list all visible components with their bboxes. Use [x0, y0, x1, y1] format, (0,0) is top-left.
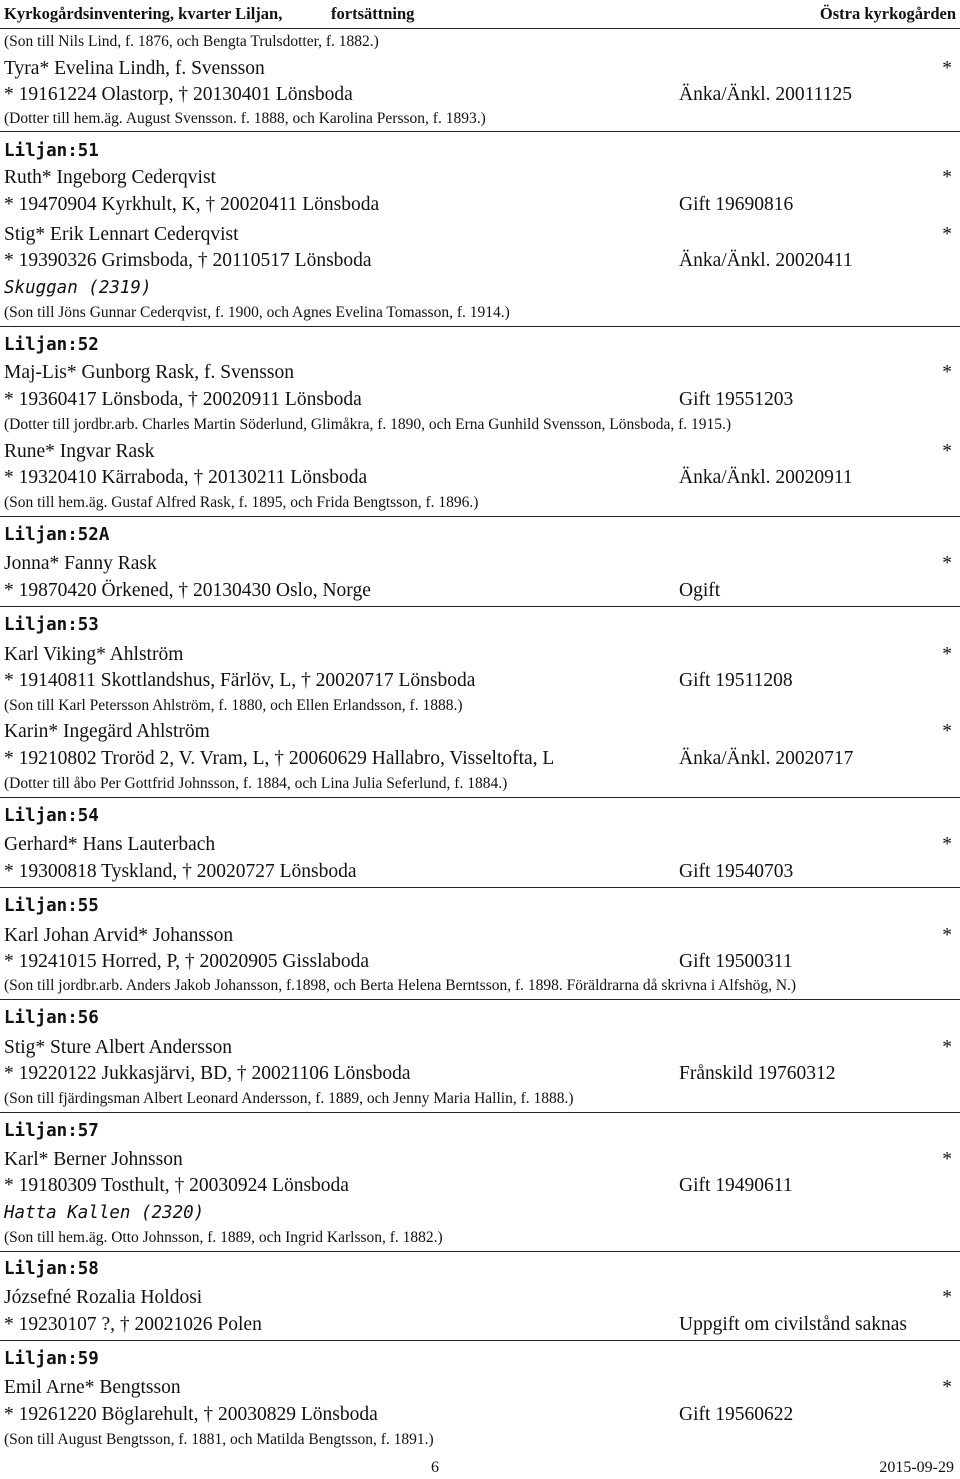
parents-note: (Son till Nils Lind, f. 1876, och Bengta Trulsdotter, f. 1882.) [4, 33, 379, 50]
star-mark: * [942, 925, 952, 946]
person-name: Ruth* Ingeborg Cederqvist [4, 167, 216, 188]
civil-status: Uppgift om civilstånd saknas [679, 1314, 908, 1335]
civil-status: Gift 19540703 [679, 861, 794, 882]
person-dates: * 19140811 Skottlandshus, Färlöv, L, † 20020717 Lönsboda [4, 670, 476, 691]
star-mark: * [942, 1037, 952, 1058]
star-mark: * [942, 1377, 952, 1398]
star-mark: * [942, 834, 952, 855]
plot-label: Liljan:55 [4, 896, 99, 916]
plot-label: Liljan:51 [4, 141, 99, 161]
star-mark: * [942, 1149, 952, 1170]
plot-label: Liljan:57 [4, 1121, 99, 1141]
section-rule [0, 1340, 960, 1341]
parents-note: (Son till August Bengtsson, f. 1881, och Matilda Bengtsson, f. 1891.) [4, 1431, 434, 1448]
person-dates: * 19320410 Kärraboda, † 20130211 Lönsboda [4, 467, 368, 488]
header-rule [0, 28, 960, 29]
plot-label: Liljan:52A [4, 525, 110, 545]
civil-status: Änka/Änkl. 20011125 [679, 84, 852, 105]
parents-note: (Son till hem.äg. Otto Johnsson, f. 1889, och Ingrid Karlsson, f. 1882.) [4, 1229, 443, 1246]
parents-note: (Son till jordbr.arb. Anders Jakob Johansson, f.1898, och Berta Helena Berntsson, f. 1898. Föräldrarna då skrivna i Alfshög, N.) [4, 977, 797, 994]
civil-status: Ogift [679, 580, 721, 601]
plot-label: Liljan:52 [4, 335, 99, 355]
person-dates: * 19870420 Örkened, † 20130430 Oslo, Norge [4, 580, 371, 601]
star-mark: * [942, 644, 952, 665]
plot-label: Liljan:58 [4, 1259, 99, 1279]
person-dates: * 19161224 Olastorp, † 20130401 Lönsboda [4, 84, 353, 105]
civil-status: Änka/Änkl. 20020717 [679, 748, 854, 769]
person-dates: * 19241015 Horred, P, † 20020905 Gisslaboda [4, 951, 370, 972]
person-dates: * 19300818 Tyskland, † 20020727 Lönsboda [4, 861, 357, 882]
section-rule [0, 999, 960, 1000]
header-cemetery: Östra kyrkogården [819, 4, 956, 23]
person-name: Stig* Erik Lennart Cederqvist [4, 224, 239, 245]
person-dates: * 19360417 Lönsboda, † 20020911 Lönsboda [4, 389, 362, 410]
civil-status: Gift 19511208 [679, 670, 793, 691]
person-dates: * 19220122 Jukkasjärvi, BD, † 20021106 Lönsboda [4, 1063, 411, 1084]
parents-note: (Son till hem.äg. Gustaf Alfred Rask, f. 1895, och Frida Bengtsson, f. 1896.) [4, 494, 479, 511]
parents-note: (Dotter till hem.äg. August Svensson. f. 1888, och Karolina Persson, f. 1893.) [4, 110, 486, 127]
parents-note: (Son till fjärdingsman Albert Leonard Andersson, f. 1889, och Jenny Maria Hallin, f. 1888.) [4, 1090, 574, 1107]
section-rule [0, 131, 960, 132]
person-name: Tyra* Evelina Lindh, f. Svensson [4, 58, 265, 79]
civil-status: Änka/Änkl. 20020911 [679, 467, 853, 488]
footer-date: 2015-09-29 [879, 1459, 954, 1476]
section-rule [0, 516, 960, 517]
plot-label: Liljan:56 [4, 1008, 99, 1028]
civil-status: Gift 19690816 [679, 194, 794, 215]
section-rule [0, 606, 960, 607]
person-name: Maj-Lis* Gunborg Rask, f. Svensson [4, 362, 294, 383]
plot-label: Liljan:53 [4, 615, 99, 635]
person-name: Jonna* Fanny Rask [4, 553, 157, 574]
plot-label: Liljan:59 [4, 1349, 99, 1369]
parents-note: (Dotter till åbo Per Gottfrid Johnsson, f. 1884, och Lina Julia Seferlund, f. 1884.) [4, 775, 508, 792]
section-rule [0, 1251, 960, 1252]
person-dates: * 19261220 Böglarehult, † 20030829 Lönsboda [4, 1404, 378, 1425]
civil-status: Gift 19500311 [679, 951, 793, 972]
person-name: Gerhard* Hans Lauterbach [4, 834, 216, 855]
civil-status: Gift 19551203 [679, 389, 794, 410]
person-dates: * 19210802 Troröd 2, V. Vram, L, † 20060629 Hallabro, Visseltofta, L [4, 748, 555, 769]
civil-status: Frånskild 19760312 [679, 1063, 836, 1084]
star-mark: * [942, 58, 952, 79]
grave-name: Hatta Kallen (2320) [4, 1203, 205, 1223]
star-mark: * [942, 1287, 952, 1308]
civil-status: Änka/Änkl. 20020411 [679, 250, 853, 271]
star-mark: * [942, 721, 952, 742]
person-dates: * 19180309 Tosthult, † 20030924 Lönsboda [4, 1175, 349, 1196]
page-number: 6 [431, 1459, 439, 1476]
parents-note: (Dotter till jordbr.arb. Charles Martin Söderlund, Glimåkra, f. 1890, och Erna Gunhild Svensson, Lönsboda, f. 1915.) [4, 416, 732, 433]
person-name: Józsefné Rozalia Holdosi [4, 1287, 203, 1308]
person-name: Karl* Berner Johnsson [4, 1149, 183, 1170]
person-name: Stig* Sture Albert Andersson [4, 1037, 233, 1058]
star-mark: * [942, 167, 952, 188]
person-name: Karl Johan Arvid* Johansson [4, 925, 234, 946]
star-mark: * [942, 224, 952, 245]
person-name: Karl Viking* Ahlström [4, 644, 184, 665]
section-rule [0, 797, 960, 798]
header-subtitle: fortsättning [331, 4, 415, 23]
header-title: Kyrkogårdsinventering, kvarter Liljan, [4, 4, 283, 23]
section-rule [0, 326, 960, 327]
person-name: Karin* Ingegärd Ahlström [4, 721, 210, 742]
civil-status: Gift 19490611 [679, 1175, 793, 1196]
person-name: Emil Arne* Bengtsson [4, 1377, 181, 1398]
section-rule [0, 1112, 960, 1113]
person-dates: * 19390326 Grimsboda, † 20110517 Lönsboda [4, 250, 372, 271]
plot-label: Liljan:54 [4, 806, 99, 826]
person-name: Rune* Ingvar Rask [4, 441, 155, 462]
civil-status: Gift 19560622 [679, 1404, 794, 1425]
person-dates: * 19230107 ?, † 20021026 Polen [4, 1314, 262, 1335]
person-dates: * 19470904 Kyrkhult, K, † 20020411 Lönsboda [4, 194, 380, 215]
section-rule [0, 887, 960, 888]
parents-note: (Son till Jöns Gunnar Cederqvist, f. 1900, och Agnes Evelina Tomasson, f. 1914.) [4, 304, 510, 321]
star-mark: * [942, 441, 952, 462]
star-mark: * [942, 362, 952, 383]
grave-name: Skuggan (2319) [4, 278, 152, 298]
star-mark: * [942, 553, 952, 574]
parents-note: (Son till Karl Petersson Ahlström, f. 1880, och Ellen Erlandsson, f. 1888.) [4, 697, 463, 714]
